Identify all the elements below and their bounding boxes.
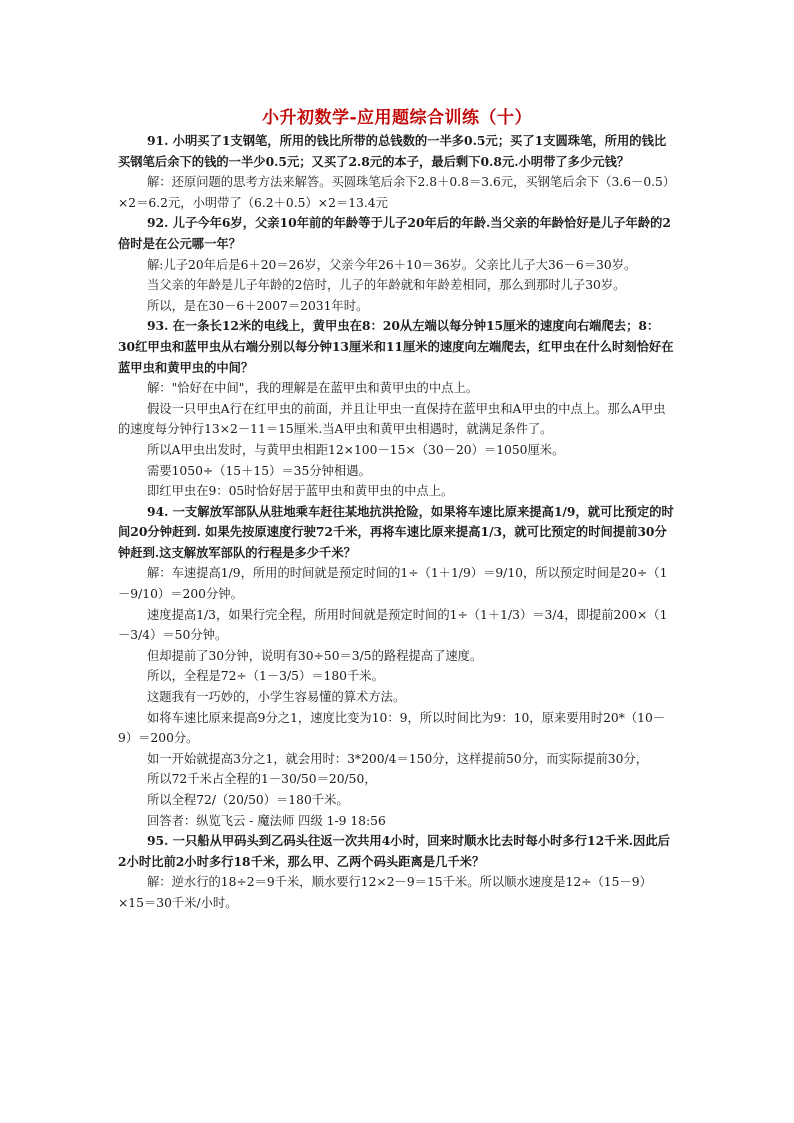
solution-paragraph: 解：逆水行的18÷2＝9千米，顺水要行12×2－9＝15千米。所以顺水速度是12÷（15－9）×15＝30千米/小时。 [118, 875, 652, 910]
solution-paragraph: 所以，全程是72÷（1－3/5）＝180千米。 [147, 669, 384, 684]
solution-paragraph: 即红甲虫在9：05时恰好居于蓝甲虫和黄甲虫的中点上。 [147, 484, 454, 499]
solution-paragraph: 解:儿子20年后是6＋20＝26岁，父亲今年26＋10＝36岁。父亲比儿子大36－6＝30岁。 [147, 257, 637, 272]
solution-paragraph: 假设一只甲虫A行在红甲虫的前面，并且让甲虫一直保持在蓝甲虫和A甲虫的中点上。那么A甲虫的速度每分钟行13×2－11＝15厘米.当A甲虫和黄甲虫相遇时，就满足条件了。 [118, 401, 666, 437]
solution-paragraph: 这题我有一巧妙的，小学生容易懂的算术方法。 [147, 690, 406, 705]
document-body [118, 131, 676, 914]
solution-paragraph: 所以A甲虫出发时，与黄甲虫相距12×100－15×（30－20）＝1050厘米。 [147, 442, 565, 457]
question-92: 92. 儿子今年6岁，父亲10年前的年龄等于儿子20年后的年龄.当父亲的年龄恰好是儿子年龄的2倍时是在公元哪一年？ [118, 215, 671, 251]
solution-paragraph: 当父亲的年龄是儿子年龄的2倍时，儿子的年龄就和年龄差相同，那么到那时儿子30岁。 [147, 278, 626, 293]
page-title: 小升初数学-应用题综合训练（十） [261, 108, 533, 128]
question-95: 95. 一只船从甲码头到乙码头往返一次共用4小时，回来时顺水比去时每小时多行12千米.因此后2小时比前2小时多行18千米，那么甲、乙两个码头距离是几千米？ [118, 833, 670, 869]
answerer-credit: 回答者：纵览飞云 - 魔法师 四级 1-9 18:56 [147, 813, 386, 828]
solution-paragraph: 速度提高1/3，如果行完全程，所用时间就是预定时间的1÷（1＋1/3）＝3/4，即提前200×（1－3/4）＝50分钟。 [118, 607, 668, 643]
solution-paragraph: 解："恰好在中间"，我的理解是在蓝甲虫和黄甲虫的中点上。 [147, 381, 479, 396]
solution-paragraph: 解：还原问题的思考方法来解答。买圆珠笔后余下2.8＋0.8＝3.6元，买钢笔后余下（3.6－0.5）×2＝6.2元，小明带了（6.2＋0.5）×2＝13.4元 [118, 175, 676, 210]
question-94: 94. 一支解放军部队从驻地乘车赶往某地抗洪抢险，如果将车速比原来提高1/9，就可比预定的时间20分钟赶到. 如果先按原速度行驶72千米，再将车速比原来提高1/3，就可比预定的时间提前30分钟赶到.这支解放军部队的行程是多少千米？ [118, 503, 674, 560]
solution-paragraph: 解：车速提高1/9，所用的时间就是预定时间的1÷（1＋1/9）＝9/10，所以预定时间是20÷（1－9/10）＝200分钟。 [118, 566, 668, 602]
solution-paragraph: 需要1050÷（15＋15）＝35分钟相遇。 [147, 463, 371, 478]
question-93: 93. 在一条长12米的电线上，黄甲虫在8：20从左端以每分钟15厘米的速度向右端爬去；8：30红甲虫和蓝甲虫从右端分别以每分钟13厘米和11厘米的速度向左端爬去，红甲虫在什么时刻恰好在蓝甲虫和黄甲虫的中间？ [118, 318, 674, 375]
question-91: 91. 小明买了1支钢笔，所用的钱比所带的总钱数的一半多0.5元；买了1支圆珠笔，所用的钱比买钢笔后余下的钱的一半少0.5元；又买了2.8元的本子，最后剩下0.8元.小明带了多少元钱？ [118, 133, 667, 169]
solution-paragraph: 所以72千米占全程的1－30/50＝20/50， [147, 772, 377, 787]
solution-paragraph: 如将车速比原来提高9分之1，速度比变为10：9，所以时间比为9：10，原来要用时20*（10－9）＝200分。 [118, 710, 666, 746]
solution-paragraph: 所以，是在30－6＋2007＝2031年时。 [147, 298, 369, 313]
solution-paragraph: 如一开始就提高3分之1，就会用时：3*200/4＝150分，这样提前50分，而实际提前30分， [147, 751, 649, 766]
solution-paragraph: 所以全程72/（20/50）＝180千米。 [147, 793, 349, 807]
solution-paragraph: 但却提前了30分钟，说明有30÷50＝3/5的路程提高了速度。 [147, 648, 483, 663]
